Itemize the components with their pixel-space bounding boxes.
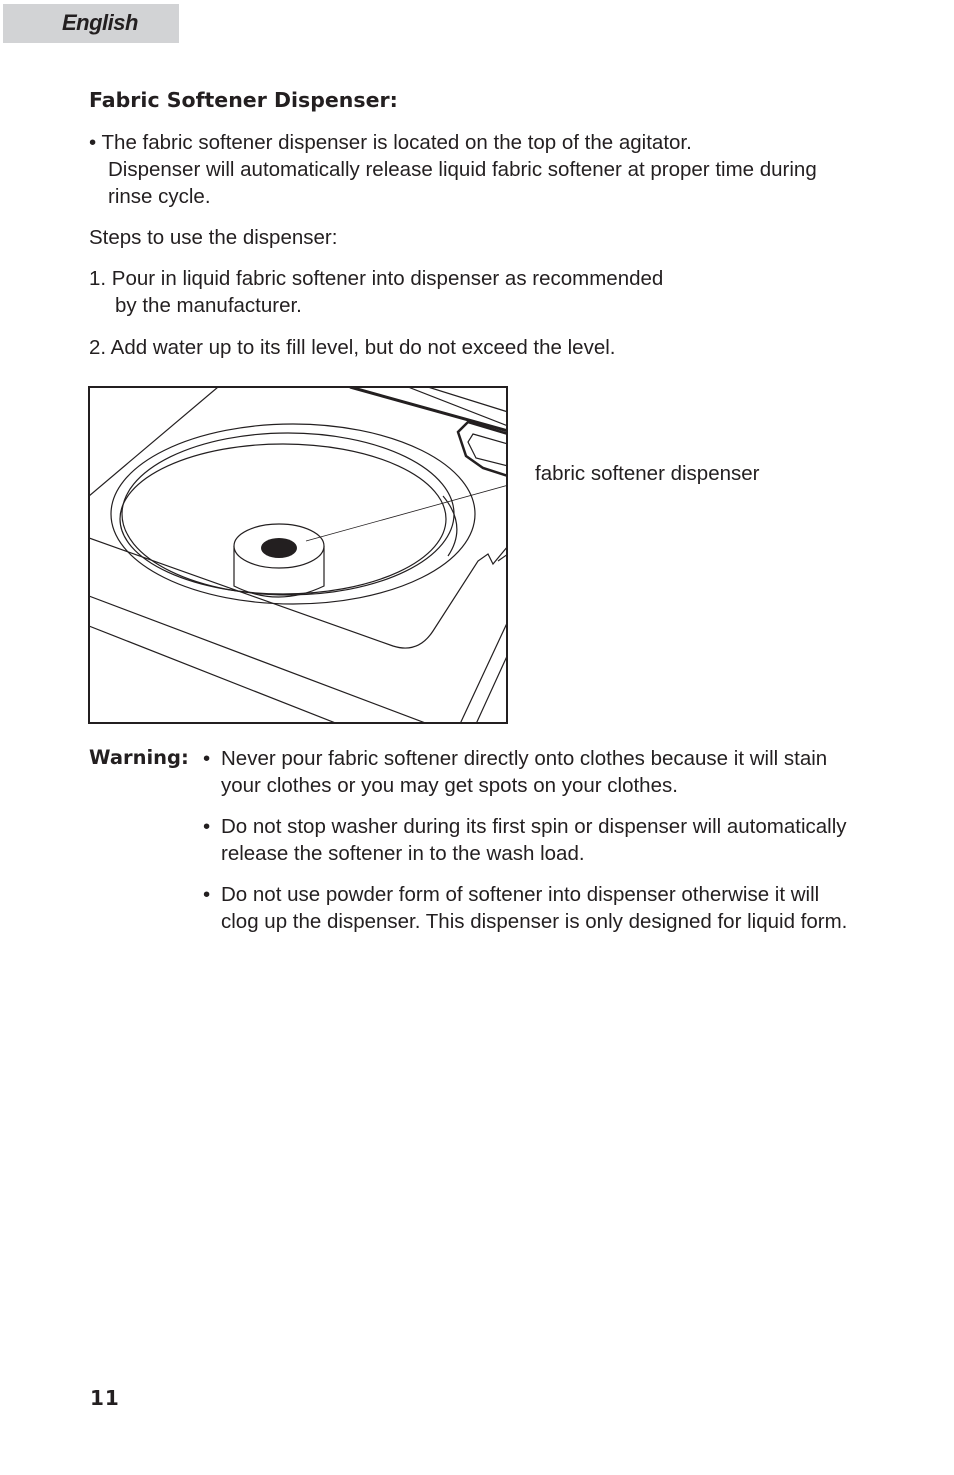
warning-item [203, 881, 847, 935]
intro-bullet-line-3: rinse cycle. [108, 185, 211, 208]
bullet-symbol: • [89, 131, 97, 154]
warning-item [203, 745, 827, 799]
section-title: Fabric Softener Dispenser: [89, 88, 398, 112]
warning-item-line: your clothes or you may get spots on your clothes. [221, 774, 678, 797]
dispenser-cap [261, 538, 297, 558]
language-tab [3, 4, 179, 43]
steps-intro: Steps to use the dispenser: [89, 226, 338, 249]
step-1-line-2: by the manufacturer. [115, 294, 302, 317]
warning-label: Warning: [89, 746, 189, 769]
step-2-line-1: 2. Add water up to its fill level, but do not exceed the level. [89, 336, 616, 359]
step-1 [89, 265, 663, 319]
bullet-symbol: • [203, 815, 211, 838]
warning-item-line: release the softener in to the wash load. [221, 842, 585, 865]
step-1-line-1: 1. Pour in liquid fabric softener into dispenser as recommended [89, 267, 664, 290]
language-label: English [62, 10, 138, 35]
dispenser-illustration [88, 386, 508, 724]
warning-item-line: Do not use powder form of softener into dispenser otherwise it will [221, 883, 820, 906]
bullet-symbol: • [203, 747, 211, 770]
warning-item-line: Never pour fabric softener directly onto clothes because it will stain [221, 747, 828, 770]
warning-item-line: clog up the dispenser. This dispenser is only designed for liquid form. [221, 910, 848, 933]
warning-item [203, 813, 847, 867]
warning-item-line: Do not stop washer during its first spin or dispenser will automatically [221, 815, 847, 838]
intro-bullet-line-1: • The fabric softener dispenser is located on the top of the agitator. [89, 131, 692, 154]
page-number: 11 [90, 1386, 120, 1410]
bullet-symbol: • [203, 883, 211, 906]
step-2 [89, 334, 615, 361]
callout-label: fabric softener dispenser [535, 462, 760, 485]
intro-bullet [89, 129, 817, 210]
intro-bullet-line-2: Dispenser will automatically release liquid fabric softener at proper time during [108, 158, 817, 181]
